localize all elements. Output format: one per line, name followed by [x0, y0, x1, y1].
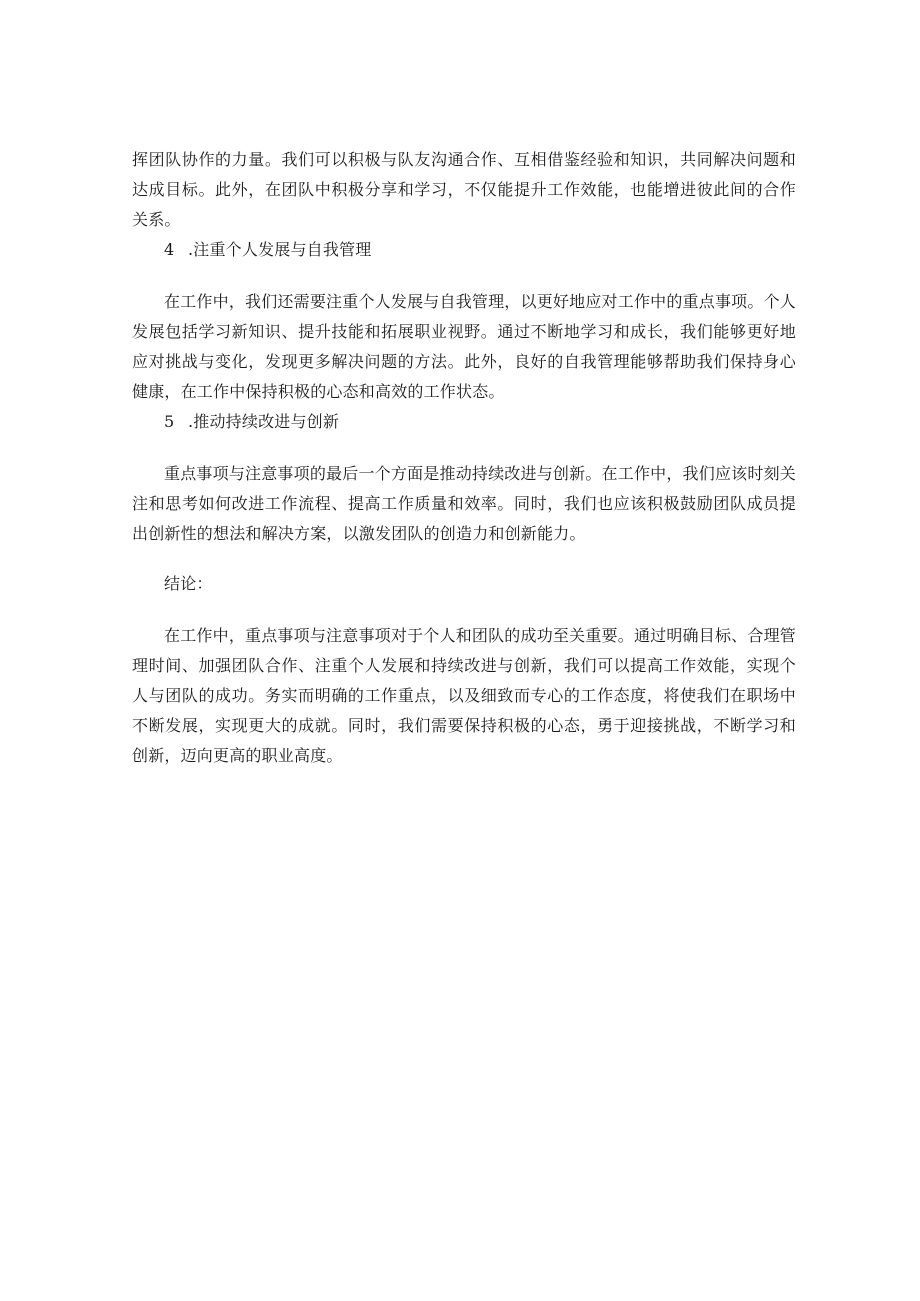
section-title: .注重个人发展与自我管理: [188, 240, 372, 259]
section-number: 5: [164, 412, 175, 431]
paragraph-conclusion: 在工作中，重点事项与注意事项对于个人和团队的成功至关重要。通过明确目标、合理管理时间、加强团队合作、注重个人发展和持续改进与创新，我们可以提高工作效能，实现个人与团队的成功。务实而明确的工作重点，以及细致而专心的工作态度，将使我们在职场中不断发展，实现更大的成就。同时，我们需要保持积极的心态，勇于迎接挑战，不断学习和创新，迈向更高的职业高度。: [132, 626, 796, 765]
paragraph-continuous-improvement: 重点事项与注意事项的最后一个方面是推动持续改进与创新。在工作中，我们应该时刻关注和思考如何改进工作流程、提高工作质量和效率。同时，我们也应该积极鼓励团队成员提出创新性的想法和解决方案，以激发团队的创造力和创新能力。: [132, 464, 796, 543]
section-title: .推动持续改进与创新: [188, 412, 340, 431]
section-heading-5: [132, 407, 796, 437]
paragraph-team-collaboration: 挥团队协作的力量。我们可以积极与队友沟通合作、互相借鉴经验和知识，共同解决问题和达成目标。此外，在团队中积极分享和学习，不仅能提升工作效能，也能增进彼此间的合作关系。: [132, 150, 796, 229]
section-number: 4: [164, 240, 175, 259]
paragraph-personal-development: 在工作中，我们还需要注重个人发展与自我管理，以更好地应对工作中的重点事项。个人发展包括学习新知识、提升技能和拓展职业视野。通过不断地学习和成长，我们能够更好地应对挑战与变化，发现更多解决问题的方法。此外，良好的自我管理能够帮助我们保持身心健康，在工作中保持积极的心态和高效的工作状态。: [132, 292, 796, 401]
section-heading-4: [132, 235, 796, 265]
conclusion-label: 结论：: [164, 574, 213, 593]
document-body: [132, 145, 796, 771]
